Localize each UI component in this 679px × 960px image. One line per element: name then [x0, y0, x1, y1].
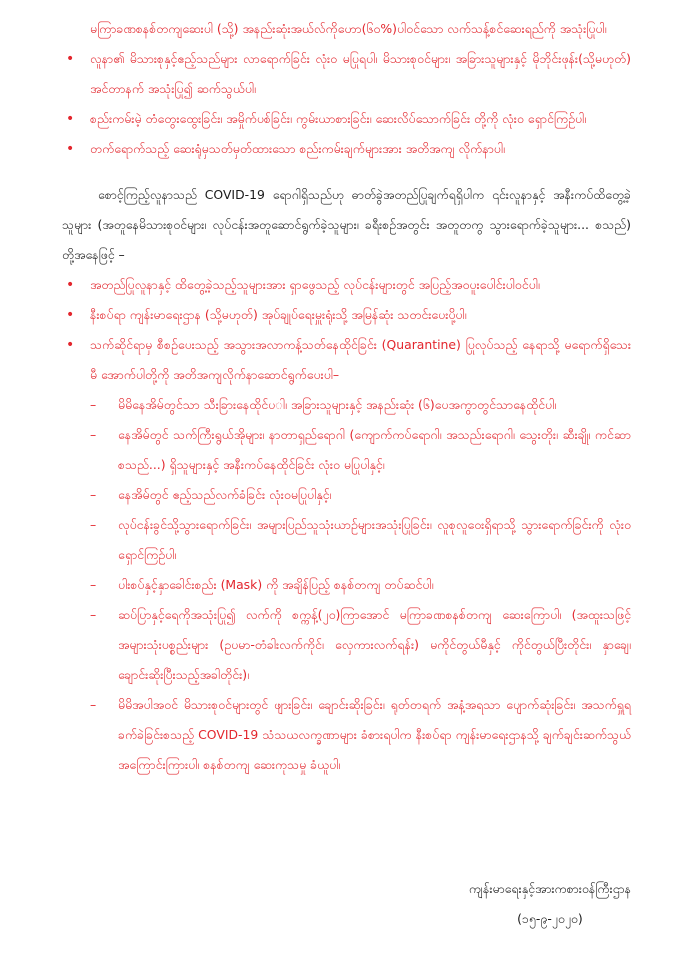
sub-item-text: လုပ်ငန်းခွင်သို့သွားရောက်ခြင်း၊ အများပြည်သူသုံးယာဉ်များအသုံးပြုခြင်း၊ လူစုလူဝေးရှိရာသို့ သွားရောက်ခြင်းကို လုံးဝရှောင်ကြဉ်ပါ၊ [118, 517, 631, 562]
sub-item-text: ပါးစပ်နှင့်နှာခေါင်းစည်း (Mask) ကို အချိန်ပြည့် စနစ်တကျ တပ်ဆင်ပါ၊ [118, 577, 434, 592]
list-item [90, 600, 631, 690]
top-continuation-text: မကြာခဏစနစ်တကျဆေးပါ (သို့) အနည်းဆုံးအယ်လ်ကိုဟော(၆၀%)ပါဝင်သော လက်သန့်စင်ဆေးရည်ကို အသုံးပြုပါ၊ [90, 21, 607, 36]
bullet-text: စည်းကမ်းမဲ့ တံတွေးထွေးခြင်း၊ အမှိုက်ပစ်ခြင်း၊ ကွမ်းယာစားခြင်း၊ ဆေးလိပ်သောက်ခြင်း တို့ကို လုံးဝ ရှောင်ကြဉ်ပါ၊ [90, 111, 587, 126]
dash-marker: – [90, 697, 97, 712]
sub-item-text: ဆပ်ပြာနှင့်ရေကိုအသုံးပြု၍ လက်ကို စက္ကန့်(၂၀)ကြာအောင် မကြာခဏစနစ်တကျ ဆေးကြောပါ၊ (အထူးသဖြင့် အများသုံးပစ္စည်းများ (ဥပမာ-တံခါးလက်ကိုင်၊ လှေကားလက်ရန်း) မကိုင်တွယ်မီနှင့် ကိုင်တွယ်ပြီးတိုင်း၊ နှာချေ၊ ချောင်းဆိုးပြီးသည့်အခါတိုင်း)၊ [118, 607, 631, 682]
dash-marker: – [90, 517, 97, 532]
top-bullet-list [62, 44, 631, 164]
list-item [90, 690, 631, 780]
list-item [62, 330, 631, 390]
dash-marker: – [90, 487, 97, 502]
bullet-marker: • [66, 51, 75, 67]
signature-block [469, 874, 631, 934]
main-bullet-list [62, 270, 631, 390]
list-item [62, 44, 631, 104]
list-item [90, 510, 631, 570]
list-item [90, 480, 631, 510]
sub-item-text: မိမိအပါအဝင် မိသားစုဝင်များတွင် ဖျားခြင်း၊ ချောင်းဆိုးခြင်း၊ ရုတ်တရက် အနံ့အရသာ ပျောက်ဆုံးခြင်း၊ အသက်ရှူရခက်ခဲခြင်းစသည့် COVID-19 သံသယလက္ခဏာများ ခံစားရပါက နီးစပ်ရာ ကျန်းမာရေးဌာနသို့ ချက်ချင်းဆက်သွယ်အကြောင်းကြားပါ၊ စနစ်တကျ ဆေးကုသမှု ခံယူပါ၊ [118, 697, 631, 772]
list-item [62, 134, 631, 164]
bullet-text: သက်ဆိုင်ရာမှ စီစဉ်ပေးသည့် အသွားအလာကန့်သတ်နေထိုင်ခြင်း (Quarantine) ပြုလုပ်သည့် နေရာသို့ မရောက်ရှိသေးမီ အောက်ပါတို့ကို အတိအကျလိုက်နာဆောင်ရွက်ပေးပါ– [90, 337, 631, 382]
sub-item-text: နေအိမ်တွင် ဧည့်သည်လက်ခံခြင်း လုံးဝမပြုပါနှင့်၊ [118, 487, 332, 502]
bullet-text: နီးစပ်ရာ ကျန်းမာရေးဌာန (သို့မဟုတ်) အုပ်ချုပ်ရေးမှူးရုံးသို့ အမြန်ဆုံး သတင်းပေးပို့ပါ၊ [90, 307, 467, 322]
list-item [62, 270, 631, 300]
list-item [62, 104, 631, 134]
list-item [90, 570, 631, 600]
bullet-marker: • [66, 141, 75, 157]
issuing-ministry: ကျန်းမာရေးနှင့်အားကစားဝန်ကြီးဌာန [468, 881, 631, 896]
dash-marker: – [90, 427, 97, 442]
bullet-marker: • [66, 337, 75, 353]
list-item [62, 300, 631, 330]
bullet-marker: • [66, 111, 75, 127]
list-item [90, 390, 631, 420]
dash-marker: – [90, 577, 97, 592]
bullet-text: အတည်ပြုလူနာနှင့် ထိတွေ့ခဲ့သည့်သူများအား ရှာဖွေသည့် လုပ်ငန်းများတွင် အပြည့်အဝပူးပေါင်းပါဝင်ပါ၊ [90, 277, 540, 292]
list-item [90, 420, 631, 480]
dash-marker: – [90, 607, 97, 622]
bullet-text: လူနာ၏ မိသားစုနှင့်ဧည့်သည်များ လာရောက်ခြင်း လုံးဝ မပြုရပါ၊ မိသားစုဝင်များ၊ အခြားသူများနှင့် မိုဘိုင်းဖုန်း(သို့မဟုတ်) အင်တာနက် အသုံးပြု၍ ဆက်သွယ်ပါ၊ [90, 51, 631, 96]
bullet-marker: • [66, 277, 75, 293]
bullet-text: တက်ရောက်သည့် ဆေးရုံမှသတ်မှတ်ထားသော စည်းကမ်းချက်များအား အတိအကျ လိုက်နာပါ၊ [90, 141, 505, 156]
dash-marker: – [90, 397, 97, 412]
sub-item-text: မိမိနေအိမ်တွင်သာ သီးခြားနေထိုင်ပ​ါ၊ အခြားသူများနှင့် အနည်းဆုံး (၆)ပေအကွာတွင်သာနေထိုင်ပါ၊ [118, 397, 557, 412]
intro-paragraph: စောင့်ကြည့်လူနာသည် COVID-19 ရောဂါရှိသည်ဟု ဓာတ်ခွဲအတည်ပြုချက်ရရှိပါက ၎င်းလူနာနှင့် အနီးကပ်ထိတွေ့ခဲ့သူများ (အတူနေမိသားစုဝင်များ၊ လုပ်ငန်းအတူဆောင်ရွက်ခဲ့သူများ၊ ခရီးစဉ်အတွင်း အတူတကွ သွားရောက်ခဲ့သူများ... စသည်) တို့အနေဖြင့် – [62, 187, 631, 262]
sub-item-text: နေအိမ်တွင် သက်ကြီးရွယ်အိုများ၊ နာတာရှည်ရောဂါ (ကျောက်ကပ်ရောဂါ၊ အသည်းရောဂါ၊ သွေးတိုး၊ ဆီးချို၊ ကင်ဆာစသည်...) ရှိသူများနှင့် အနီးကပ်နေထိုင်ခြင်း လုံးဝ မပြုပါနှင့်၊ [118, 427, 631, 472]
bullet-marker: • [66, 307, 75, 323]
issue-date: (၁၅-၉-၂၀၂၀) [517, 911, 583, 926]
sub-item-list [62, 390, 631, 780]
